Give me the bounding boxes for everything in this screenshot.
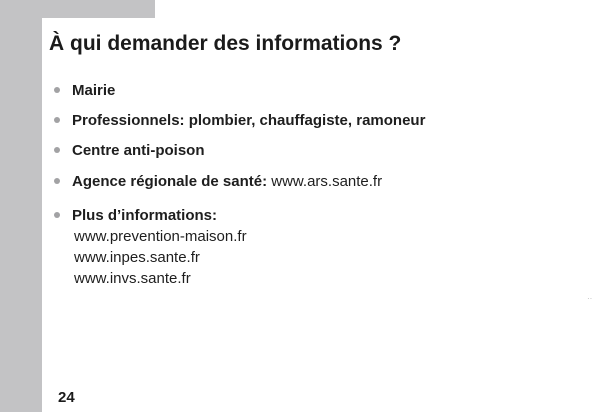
item-label: Professionnels: plombier, chauffagiste, ramoneur [72, 112, 426, 129]
page-number: 24 [58, 389, 75, 406]
bullet-dot-icon [54, 87, 60, 93]
item-label: Mairie [72, 82, 116, 99]
bullet-dot-icon [54, 212, 60, 218]
list-item-centre-anti-poison [42, 140, 425, 161]
list-item-professionnels [42, 110, 425, 131]
list-item-mairie [42, 80, 425, 101]
page-content [42, 18, 611, 412]
page-title: À qui demander des informations ? [49, 32, 402, 55]
item-value-url: www.ars.sante.fr [267, 173, 383, 190]
info-url: www.invs.sante.fr [74, 270, 191, 287]
bullet-dot-icon [54, 147, 60, 153]
list-item-agence-regionale [42, 171, 425, 192]
info-url: www.inpes.sante.fr [74, 249, 200, 266]
info-list [42, 80, 425, 289]
bullet-dot-icon [54, 117, 60, 123]
item-label: Centre anti-poison [72, 142, 205, 159]
bullet-dot-icon [54, 178, 60, 184]
item-label: Plus d’informations: [72, 207, 218, 224]
scan-speck: ·· [587, 294, 593, 303]
left-gray-strip [0, 0, 42, 412]
info-url: www.prevention-maison.fr [74, 228, 247, 245]
item-label: Agence régionale de santé: [72, 173, 268, 190]
top-gray-band [0, 0, 155, 18]
list-item-plus-informations [42, 205, 425, 289]
